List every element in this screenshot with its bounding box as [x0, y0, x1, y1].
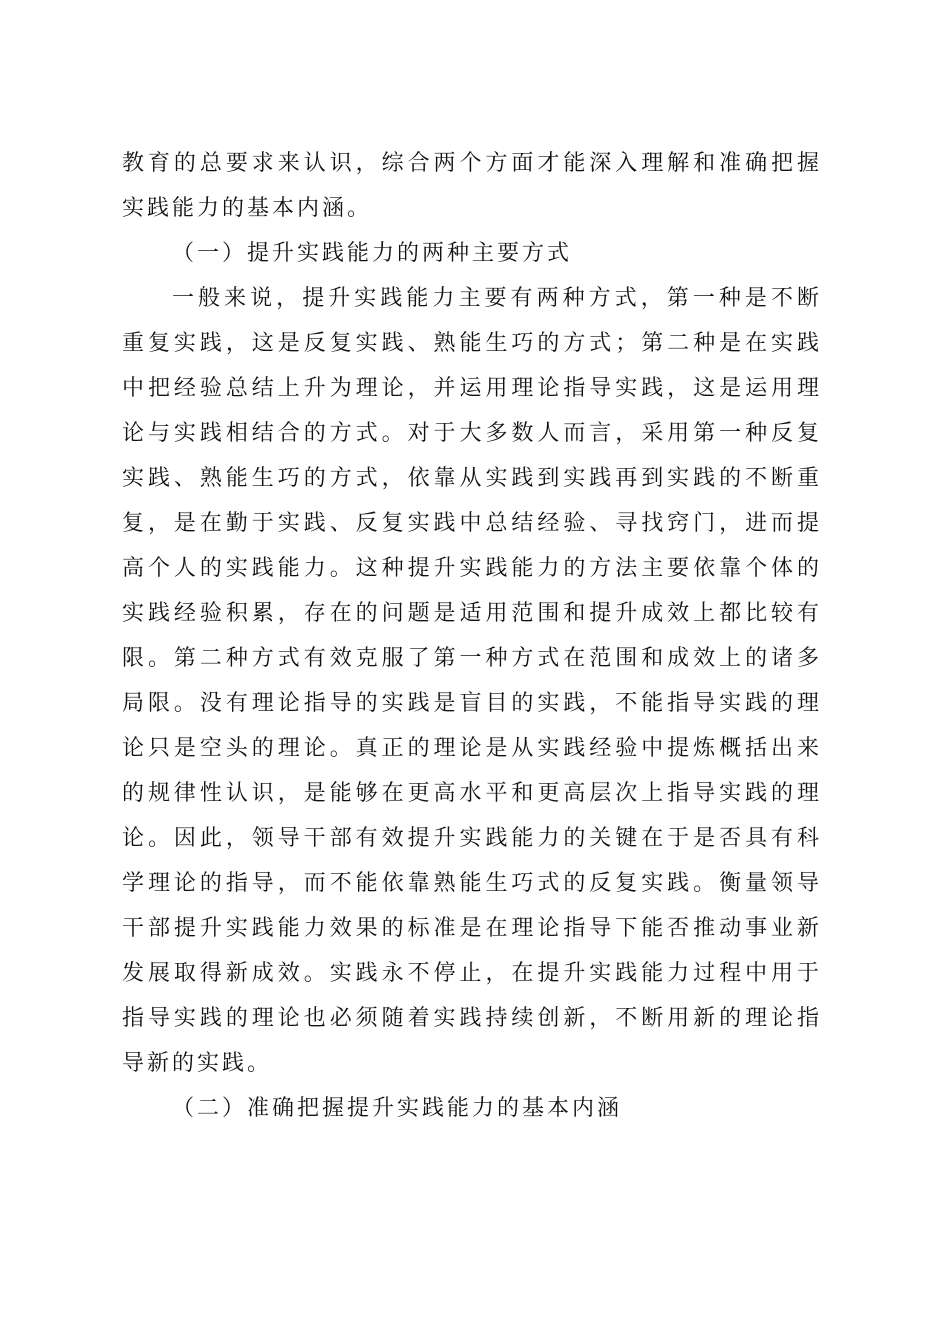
paragraph-line: 干部提升实践能力效果的标准是在理论指导下能否推动事业新: [122, 916, 822, 941]
paragraph-line: 学理论的指导，而不能依靠熟能生巧式的反复实践。衡量领导: [122, 871, 822, 896]
paragraph-line: 高个人的实践能力。这种提升实践能力的方法主要依靠个体的: [122, 556, 822, 581]
paragraph-line: 实践能力的基本内涵。: [122, 196, 373, 221]
paragraph-line: 复，是在勤于实践、反复实践中总结经验、寻找窍门，进而提: [122, 511, 822, 536]
paragraph-line: 的规律性认识，是能够在更高水平和更高层次上指导实践的理: [122, 781, 822, 806]
body-text: [122, 141, 822, 1131]
paragraph-line: 中把经验总结上升为理论，并运用理论指导实践，这是运用理: [122, 376, 822, 401]
section-heading-2: （二）准确把握提升实践能力的基本内涵: [172, 1096, 623, 1121]
paragraph-line: 指导实践的理论也必须随着实践持续创新，不断用新的理论指: [122, 1006, 822, 1031]
paragraph-line: 局限。没有理论指导的实践是盲目的实践，不能指导实践的理: [122, 691, 822, 716]
paragraph-line: 导新的实践。: [122, 1051, 273, 1076]
paragraph-line: 实践经验积累，存在的问题是适用范围和提升成效上都比较有: [122, 601, 822, 626]
paragraph-line: 教育的总要求来认识，综合两个方面才能深入理解和准确把握: [122, 151, 822, 176]
paragraph-line: 论与实践相结合的方式。对于大多数人而言，采用第一种反复: [122, 421, 822, 446]
paragraph-line: 限。第二种方式有效克服了第一种方式在范围和成效上的诸多: [122, 646, 822, 671]
paragraph-line: 发展取得新成效。实践永不停止，在提升实践能力过程中用于: [122, 961, 822, 986]
paragraph-line: 一般来说，提升实践能力主要有两种方式，第一种是不断: [172, 286, 822, 311]
paragraph-line: 论。因此，领导干部有效提升实践能力的关键在于是否具有科: [122, 826, 822, 851]
paragraph-line: 重复实践，这是反复实践、熟能生巧的方式；第二种是在实践: [122, 331, 822, 356]
paragraph-line: 实践、熟能生巧的方式，依靠从实践到实践再到实践的不断重: [122, 466, 822, 491]
section-heading-1: （一）提升实践能力的两种主要方式: [172, 241, 573, 266]
paragraph-line: 论只是空头的理论。真正的理论是从实践经验中提炼概括出来: [122, 736, 822, 761]
